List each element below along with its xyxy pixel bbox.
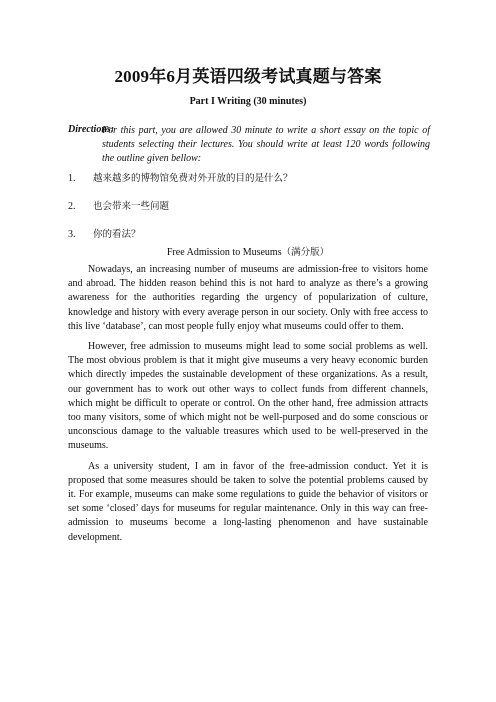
essay-title [0,244,496,258]
directions-block [68,124,430,167]
document-title: 2009年6月英语四级考试真题与答案 [114,67,382,86]
essay-paragraph: As a university student, I am in favor of the free-admission conduct. Yet it is proposed that some measures should be taken to solve the potential problems caused by it. For example, museums can make some regulations to guide the behavior of visitors or set some ‘closed’ days for museums for regular maintenance. Only in this way can free-admission to museums become a long-lasting phenomenon and have sustainable development. [68,460,428,543]
outline-number: 2. [68,201,76,212]
outline-text: 越来越多的博物馆免费对外开放的目的是什么？ [93,173,293,184]
directions-text: For this part, you are allowed 30 minute to write a short essay on the topic of students selecting their lectures. You should write at least 120 words following the outline given bellow: [102,125,430,165]
outline-number: 1. [68,173,76,184]
essay-paragraph: However, free admission to museums might lead to some social problems as well. The most obvious problem is that it might give museums a very heavy economic burden which directly impedes the sustainable development of these organizations. As a result, our government has to work out other ways to collect funds from different channels, which might be difficult to operate or control. On the other hand, free admission attracts too many visitors, some of which might not be well-purposed and do some conscious or unconscious damage to the valuable treasures which used to be well-preserved in the museums. [68,341,428,452]
essay-body [68,263,428,551]
outline-number: 3. [68,229,76,240]
essay-title-text: Free Admission to Museums [166,247,282,258]
essay-paragraph: Nowadays, an increasing number of museums are admission-free to visitors home and abroad. The hidden reason behind this is not hard to analyze as there’s a growing awareness for the authorities regarding the urgency of popularization of culture, knowledge and history with every average person in our society. Only with free access to this live ‘database’, can most people fully enjoy what museums could offer to them. [68,264,428,332]
outline-item [68,200,428,228]
outline-text: 也会带来一些问题 [93,201,170,212]
directions-label: Directions: [68,124,115,135]
part-heading: Part I Writing (30 minutes) [189,96,307,107]
essay-title-note: （满分版） [281,247,330,258]
outline-text: 你的看法？ [93,229,141,240]
outline-item [68,172,428,200]
